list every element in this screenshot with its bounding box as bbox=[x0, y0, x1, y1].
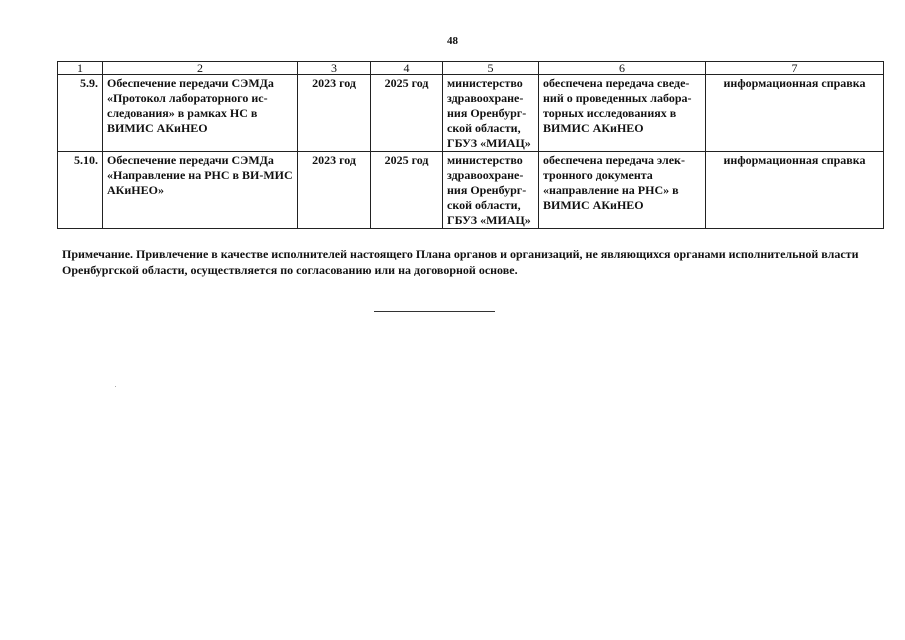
column-header: 3 bbox=[298, 62, 371, 75]
table-row bbox=[58, 75, 884, 152]
item-number: 5.10. bbox=[58, 152, 103, 229]
footnote: Примечание. Привлечение в качестве исполнителей настоящего Плана органов и организаций, не являющихся органами исполнительной власти Оренбургской области, осуществляется по согласованию или на договорной основе. bbox=[62, 247, 859, 277]
item-start-year: 2023 год bbox=[298, 152, 371, 229]
item-end-year: 2025 год bbox=[371, 152, 443, 229]
item-start-year: 2023 год bbox=[298, 75, 371, 152]
item-task: Обеспечение передачи СЭМДа «Направление на РНС в ВИ-МИС АКиНЕО» bbox=[103, 152, 298, 229]
item-executor: министерство здравоохране-ния Оренбург-ской области, ГБУЗ «МИАЦ» bbox=[443, 152, 539, 229]
scan-speck bbox=[115, 386, 116, 387]
column-header: 4 bbox=[371, 62, 443, 75]
column-header: 2 bbox=[103, 62, 298, 75]
item-document: информационная справка bbox=[706, 152, 884, 229]
plan-table bbox=[57, 61, 884, 229]
item-outcome: обеспечена передача элек-тронного документа «направление на РНС» в ВИМИС АКиНЕО bbox=[539, 152, 706, 229]
column-header: 7 bbox=[706, 62, 884, 75]
item-number: 5.9. bbox=[58, 75, 103, 152]
item-document: информационная справка bbox=[706, 75, 884, 152]
closing-divider bbox=[374, 311, 495, 312]
header-row bbox=[58, 62, 884, 75]
column-header: 6 bbox=[539, 62, 706, 75]
item-outcome: обеспечена передача сведе-ний о проведенных лабора-торных исследованиях в ВИМИС АКиНЕО bbox=[539, 75, 706, 152]
item-executor: министерство здравоохране-ния Оренбург-ской области, ГБУЗ «МИАЦ» bbox=[443, 75, 539, 152]
item-task: Обеспечение передачи СЭМДа «Протокол лабораторного ис-следования» в рамках НС в ВИМИС АКиНЕО bbox=[103, 75, 298, 152]
column-header: 5 bbox=[443, 62, 539, 75]
item-end-year: 2025 год bbox=[371, 75, 443, 152]
page-number: 48 bbox=[447, 35, 458, 47]
table-row bbox=[58, 152, 884, 229]
column-header: 1 bbox=[58, 62, 103, 75]
